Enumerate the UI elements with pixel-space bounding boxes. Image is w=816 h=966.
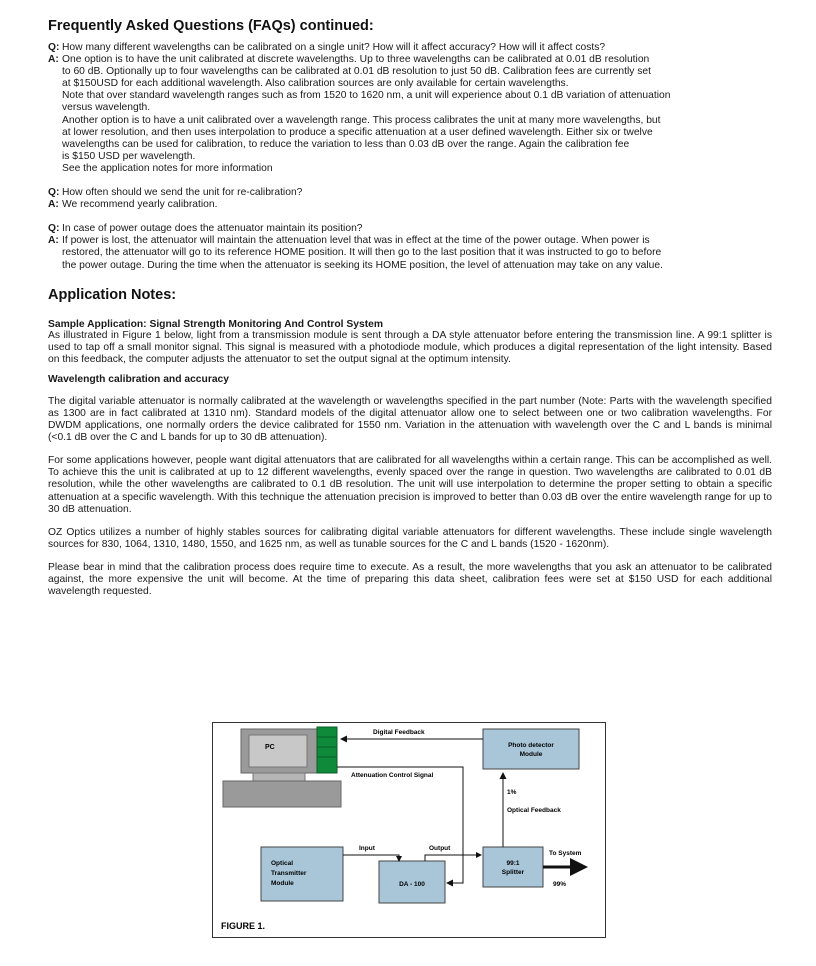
sample-application-text: As illustrated in Figure 1 below, light from a transmission module is sent through a DA style attenuator before entering the transmission line. A 99:1 splitter is used to tap off a small monitor signal. This signal is measured with a photodiode module, which produces a digital representation of the light intensity. Based on this feedback, the computer adjusts the attenuator to set the output signal at the optimum intensity. [48, 329, 772, 365]
figure-caption: FIGURE 1. [221, 921, 266, 931]
answer-text: is $150 USD per wavelength. [62, 150, 196, 162]
da-100-label: DA - 100 [399, 881, 425, 888]
faq-question [48, 187, 772, 199]
faq-question [48, 42, 772, 54]
answer-tag: A: [48, 54, 59, 66]
output-line [425, 855, 481, 861]
calibration-title: Wavelength calibration and accuracy [48, 373, 230, 385]
answer-text: We recommend yearly calibration. [62, 199, 218, 211]
photo-detector-label: Photo detector [508, 742, 554, 749]
pc-stand [253, 773, 305, 781]
faq-heading: Frequently Asked Questions (FAQs) continued: [48, 18, 374, 34]
calibration-paragraph: For some applications however, people want digital attenuators that are calibrated for all wavelengths within a certain range. This can be accomplished as well. To achieve this the unit is calibrated at up to 12 different wavelengths, evenly spaced over the range in question. Two wavelengths are calibrated to 0.01 dB resolution, while the other wavelengths are calibrated to 0.1 dB resolution. The unit will use interpolation to determine the proper setting to obtain a specific attenuation at a specific wavelength. With this technique the attenuation precision is improved to better than 0.03 dB over the entire wavelength range for up to 30 dB attenuation. [48, 455, 772, 515]
attenuation-control-label: Attenuation Control Signal [351, 772, 434, 779]
question-text: In case of power outage does the attenuator maintain its position? [62, 223, 363, 235]
transmitter-label: Transmitter [271, 870, 307, 877]
faq-answer-line [48, 260, 772, 272]
answer-text: See the application notes for more information [62, 162, 273, 174]
faq-answer-line [48, 139, 772, 151]
faq-answer-line [48, 54, 772, 66]
calibration-paragraph: The digital variable attenuator is normally calibrated at the wavelength or wavelengths specified in the part number (Note: Parts with the wavelength specified as 1300 are in fact calibrated at 1310 nm). Standard models of the digital attenuator allow one to select between one or two calibration wavelengths. For DWDM applications, one normally orders the device calibrated for 1550 nm. Variation in the attenuation with wavelength over the C and L bands is minimal (<0.1 dB over the C and L bands for up to 30 dB attenuation). [48, 395, 772, 444]
input-label: Input [359, 845, 375, 852]
question-tag: Q: [48, 223, 60, 235]
answer-text: If power is lost, the attenuator will maintain the attenuation level that was in effect at the time of the power outage. When power is [62, 235, 650, 247]
to-system-label: To System [549, 850, 582, 857]
answer-text: at $150USD for each additional wavelength. Also calibration sources are only available for certain wavelengths. [62, 78, 569, 90]
splitter-label: 99:1 [506, 860, 520, 867]
answer-tag: A: [48, 235, 59, 247]
faq-answer-line [48, 163, 772, 175]
app-notes-heading: Application Notes: [48, 286, 177, 303]
faq-answer-line [48, 102, 772, 114]
pc-label: PC [265, 744, 275, 751]
calibration-paragraph: OZ Optics utilizes a number of highly stables sources for calibrating digital variable attenuators for different wavelengths. These include single wavelength sources for 830, 1064, 1310, 1480, 1550, and 1625 nm, as well as tunable sources for the C and L bands (1520 - 1620nm). [48, 526, 772, 550]
system-diagram [213, 723, 605, 937]
figure-1 [212, 722, 606, 938]
pc-screen [249, 735, 307, 767]
answer-text: the power outage. During the time when the attenuator is seeking its HOME position, the level of attenuation may take on any value. [62, 259, 664, 271]
faq-item [48, 42, 772, 175]
faq-answer-line [48, 90, 772, 102]
answer-text: versus wavelength. [62, 102, 151, 114]
transmitter-label: Optical [271, 860, 294, 867]
calibration-paragraph: Please bear in mind that the calibration process does require time to execute. As a result, the more wavelengths that you ask an attenuator to be calibrated against, the more expensive the unit will become. At the time of preparing this data sheet, calibration fees were set at $150 USD for each additional wavelength requested. [48, 561, 772, 598]
output-label: Output [429, 845, 451, 852]
digital-feedback-label: Digital Feedback [373, 729, 425, 736]
faq-answer-line [48, 247, 772, 259]
optical-feedback-label: Optical Feedback [507, 807, 561, 814]
splitter-label: Splitter [501, 869, 525, 876]
photo-detector-module [483, 729, 579, 769]
faq-item [48, 187, 772, 211]
answer-text: One option is to have the unit calibrated at discrete wavelengths. Up to three wavelengths can be calibrated at 0.01 dB resolution [62, 54, 650, 66]
faq-answer-line [48, 235, 772, 247]
one-percent-label: 1% [507, 789, 517, 796]
answer-tag: A: [48, 199, 59, 211]
answer-text: to 60 dB. Optionally up to four wavelengths can be calibrated at 0.01 dB resolution to just 50 dB. Calibration fees are currently set [62, 66, 651, 78]
faq-question [48, 223, 772, 235]
answer-text: at lower resolution, and then uses interpolation to produce a specific attenuation at a user defined wavelength. Either six or twelve [62, 126, 653, 138]
transmitter-label: Module [271, 880, 294, 887]
answer-text: Note that over standard wavelength ranges such as from 1520 to 1620 nm, a unit will experience about 0.1 dB variation of attenuation [62, 90, 671, 102]
pc-base [223, 781, 341, 807]
faq-list [48, 42, 772, 272]
input-line [343, 855, 399, 861]
question-tag: Q: [48, 187, 60, 199]
answer-text: restored, the attenuator will go to its reference HOME position. It will then go to the last position that it was instructed to go to before [62, 247, 662, 259]
faq-answer-line [48, 151, 772, 163]
document-page [48, 18, 772, 598]
faq-answer-line [48, 199, 772, 211]
faq-answer-line [48, 127, 772, 139]
answer-text: Another option is to have a unit calibrated over a wavelength range. This process calibrates the unit at many more wavelengths, but [62, 114, 661, 126]
faq-item [48, 223, 772, 271]
answer-text: wavelengths can be used for calibration, to reduce the variation to less than 0.03 dB over the range. Again the calibration fee [62, 138, 630, 150]
splitter-module [483, 847, 543, 887]
ninety-nine-percent-label: 99% [553, 881, 567, 888]
question-text: How often should we send the unit for re-calibration? [62, 187, 303, 199]
question-text: How many different wavelengths can be calibrated on a single unit? How will it affect accuracy? How will it affect costs? [62, 42, 606, 53]
photo-detector-label: Module [519, 751, 543, 758]
control-card [317, 727, 337, 773]
sample-application-title: Sample Application: Signal Strength Monitoring And Control System [48, 318, 384, 330]
question-tag: Q: [48, 42, 60, 53]
faq-answer-line [48, 115, 772, 127]
faq-answer-line [48, 78, 772, 90]
faq-answer-line [48, 66, 772, 78]
